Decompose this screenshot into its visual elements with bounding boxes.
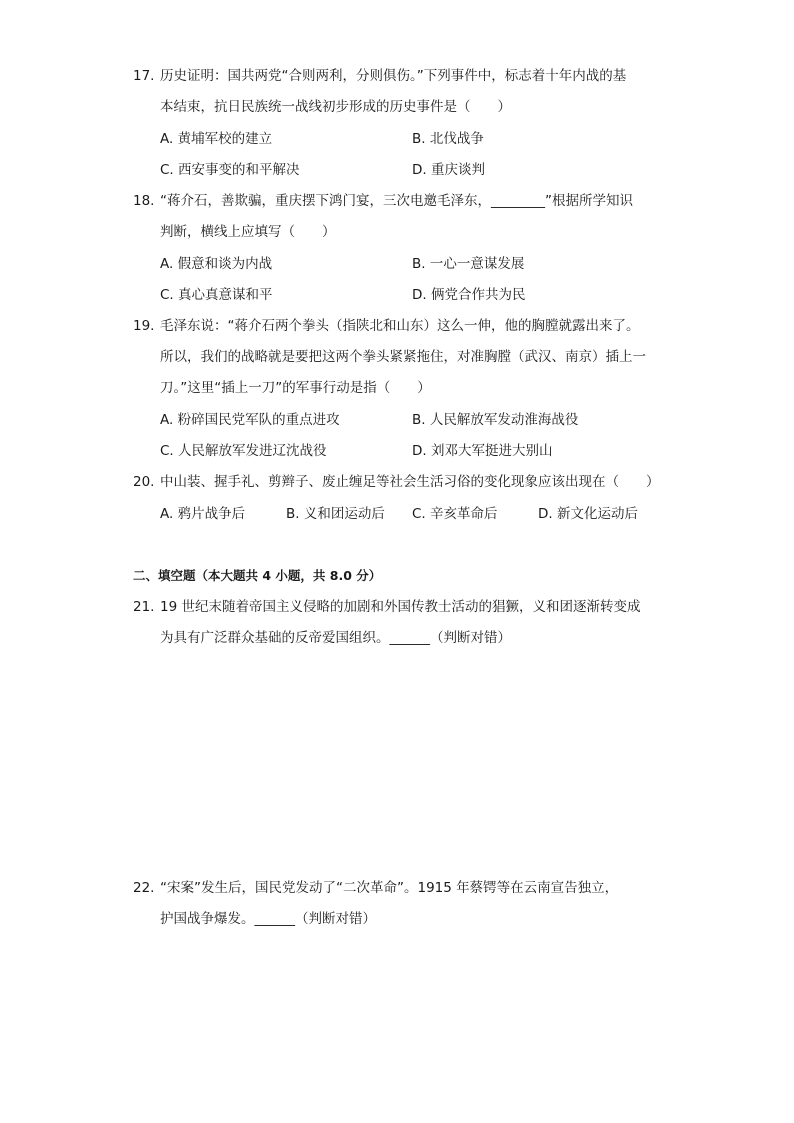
question-number: 17. <box>133 68 155 84</box>
option-c: C. 人民解放军发进辽沈战役 <box>160 443 327 459</box>
question-number: 18. <box>133 193 155 209</box>
option-b: B. 北伐战争 <box>412 131 484 147</box>
option-d: D. 刘邓大军挺进大别山 <box>412 443 553 459</box>
question-text-line: 为具有广泛群众基础的反帝爱国组织。______（判断对错） <box>160 630 511 646</box>
section-heading: 二、填空题（本大题共 4 小题，共 8.0 分） <box>133 568 382 583</box>
question-text-line: 所以，我们的战略就是要把这两个拳头紧紧拖住，对准胸膛（武汉、南京）插上一 <box>160 349 646 365</box>
question-number: 19. <box>133 318 155 334</box>
question-number: 21. <box>133 599 155 615</box>
option-b: B. 一心一意谋发展 <box>412 256 525 272</box>
option-a: A. 粉碎国民党军队的重点进攻 <box>160 412 340 428</box>
option-b: B. 义和团运动后 <box>286 506 385 522</box>
question-number: 22. <box>133 880 155 896</box>
question-text-line: “宋案”发生后，国民党发动了“二次革命”。1915 年蔡锷等在云南宣告独立， <box>160 880 619 896</box>
question-text-line: 本结束，抗日民族统一战线初步形成的历史事件是（ ） <box>160 99 511 115</box>
question-text-line: 刀。”这里“插上一刀”的军事行动是指（ ） <box>160 380 431 396</box>
option-c: C. 西安事变的和平解决 <box>160 162 300 178</box>
question-number: 20. <box>133 474 155 490</box>
question-text-line: 判断，横线上应填写（ ） <box>160 224 336 240</box>
question-text-line: “蒋介石，善欺骗，重庆摆下鸿门宴，三次电邀毛泽东，________”根据所学知识 <box>160 193 633 209</box>
option-a: A. 假意和谈为内战 <box>160 256 273 272</box>
option-d: D. 俩党合作共为民 <box>412 287 526 303</box>
option-d: D. 重庆谈判 <box>412 162 485 178</box>
question-text-line: 毛泽东说：“蒋介石两个拳头（指陕北和山东）这么一伸，他的胸膛就露出来了。 <box>160 318 640 334</box>
question-text-line: 护国战争爆发。______（判断对错） <box>160 911 376 927</box>
question-text-line: 中山装、握手礼、剪辫子、废止缠足等社会生活习俗的变化现象应该出现在（ ） <box>160 474 660 490</box>
option-b: B. 人民解放军发动淮海战役 <box>412 412 579 428</box>
option-c: C. 真心真意谋和平 <box>160 287 273 303</box>
question-text-line: 19 世纪末随着帝国主义侵略的加剧和外国传教士活动的猖獗，义和团逐渐转变成 <box>160 599 641 615</box>
option-a: A. 黄埔军校的建立 <box>160 131 273 147</box>
question-text-line: 历史证明：国共两党“合则两利，分则俱伤。”下列事件中，标志着十年内战的基 <box>160 68 627 84</box>
option-d: D. 新文化运动后 <box>538 506 638 522</box>
option-c: C. 辛亥革命后 <box>412 506 498 522</box>
option-a: A. 鸦片战争后 <box>160 506 246 522</box>
